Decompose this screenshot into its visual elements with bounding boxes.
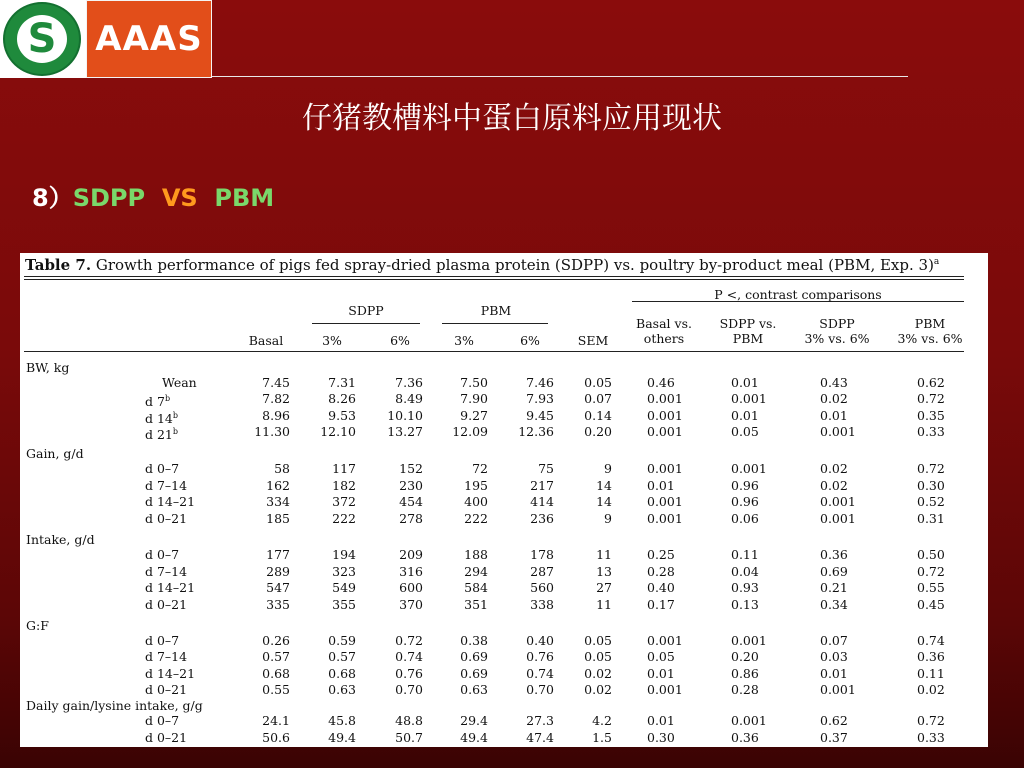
table-cell: 0.05 [731,423,759,439]
table-cell: 27 [596,580,612,595]
table-cell: 0.68 [262,665,290,681]
table-cell: 8.49 [395,391,423,407]
table-cell: 10.10 [387,407,423,423]
table-cell: 0.11 [731,547,759,562]
row-label: d 14–21 [145,580,196,595]
table-cell: 0.001 [731,713,767,728]
table-cell: 12.36 [518,423,554,439]
table-cell: 7.82 [262,391,290,407]
table-cell: 0.001 [820,423,856,439]
table-cell: 0.001 [647,461,683,476]
row-label: d 0–7 [145,461,180,476]
table-cell: 222 [332,510,356,526]
table-cell: 338 [530,596,554,612]
subtitle-number: 8 [32,184,49,212]
table-cell: 7.36 [395,375,423,390]
table-cell: 547 [266,580,290,595]
table-cell: 289 [266,563,290,579]
table-cell: 47.4 [526,729,554,745]
row-label: d 14–21 [145,494,196,509]
table-cell: 0.02 [820,391,848,407]
table-cell: 7.93 [526,391,554,407]
table-cell: 185 [266,510,290,526]
header-divider [212,76,908,77]
col-contrast-3a: SDPP [819,316,855,331]
row-label-sup: b [172,426,179,436]
table-cell: 0.001 [731,391,767,407]
row-label: d 0–7 [145,633,180,648]
table-cell: 0.76 [526,649,554,665]
table-cell: 0.20 [584,423,612,439]
table-cell: 0.02 [820,461,848,476]
table-caption-text: Growth performance of pigs fed spray-dried plasma protein (SDPP) vs. poultry by-product meal (PBM, Exp. 3) [95,256,934,274]
table-cell: 0.72 [917,461,945,476]
row-label: d 0–7 [145,713,180,728]
table-cell: 0.69 [460,665,488,681]
table-cell: 0.21 [820,580,848,595]
table-cell: 0.26 [262,633,290,648]
table-cell: 0.06 [731,510,759,526]
row-label: d 0–21 [145,596,188,612]
table-cell: 0.07 [820,633,848,648]
table-cell: 0.02 [584,665,612,681]
table-cell: 0.69 [460,649,488,665]
table-rule [442,323,548,324]
table-cell: 323 [332,563,356,579]
table-cell: 7.31 [328,375,356,390]
table-cell: 287 [530,563,554,579]
table-cell: 0.57 [328,649,356,665]
row-label: d 7–14 [145,563,188,579]
table-cell: 0.33 [917,729,945,745]
table-cell: 0.02 [820,477,848,493]
table-cell: 0.40 [647,580,675,595]
table-cell: 152 [399,461,423,476]
table-cell: 0.14 [584,407,612,423]
table-cell: 12.09 [452,423,488,439]
col-sdpp-3: 3% [322,333,342,348]
contrast-header: P <, contrast comparisons [714,287,882,302]
table-cell: 584 [464,580,488,595]
table-cell: 0.96 [731,494,759,509]
table-cell: 0.13 [731,596,759,612]
table-cell: 236 [530,510,554,526]
section-label: G:F [26,618,49,633]
logo-glyph: S [27,16,57,62]
table-cell: 0.01 [731,407,759,423]
col-contrast-2b: PBM [732,331,764,346]
table-cell: 217 [530,477,554,493]
table-caption-label: Table 7. [25,256,92,274]
table-cell: 0.74 [526,665,554,681]
table-cell: 549 [332,580,356,595]
table-cell: 0.43 [820,375,848,390]
row-label: d 0–21 [145,510,188,526]
table-cell: 0.001 [647,633,683,648]
group-header-sdpp: SDPP [348,303,384,318]
table-cell: 0.01 [820,407,848,423]
col-pbm-6: 6% [520,333,540,348]
table-cell: 0.55 [262,681,290,697]
table-cell: 8.96 [262,407,290,423]
table-cell: 335 [266,596,290,612]
table-cell: 14 [596,477,612,493]
table-cell: 0.72 [917,713,945,728]
table-cell: 0.05 [584,633,612,648]
row-label: d 0–21 [145,729,188,745]
table-cell: 188 [464,547,488,562]
table-cell: 0.68 [328,665,356,681]
table-cell: 0.70 [395,681,423,697]
table-cell: 9 [604,461,612,476]
table-cell: 0.76 [395,665,423,681]
table-cell: 49.4 [328,729,356,745]
table-cell: 370 [399,596,423,612]
table-cell: 0.01 [731,375,759,390]
table-cell: 13 [596,563,612,579]
col-contrast-2a: SDPP vs. [719,316,777,331]
table-cell: 294 [464,563,488,579]
table-cell: 0.001 [820,494,856,509]
table-cell: 0.72 [395,633,423,648]
table-cell: 0.001 [820,681,856,697]
table-cell: 0.40 [526,633,554,648]
col-contrast-3b: 3% vs. 6% [804,331,870,346]
table-cell: 162 [266,477,290,493]
table-cell: 0.01 [820,665,848,681]
section-label: BW, kg [26,360,70,375]
table-cell: 48.8 [395,713,423,728]
table-cell: 0.07 [584,391,612,407]
table-cell: 0.01 [647,665,675,681]
col-contrast-4b: 3% vs. 6% [897,331,963,346]
table-cell: 454 [399,494,423,509]
table-caption [25,256,939,274]
table-cell: 14 [596,494,612,509]
col-sdpp-6: 6% [390,333,410,348]
table-cell: 0.04 [731,563,759,579]
table-cell: 8.26 [328,391,356,407]
table-cell: 0.001 [647,391,683,407]
brand-badge [86,0,212,78]
table-cell: 9.53 [328,407,356,423]
table-cell: 0.55 [917,580,945,595]
table-caption-sup: a [933,257,940,267]
table-cell: 0.05 [647,649,675,665]
table-cell: 0.001 [731,461,767,476]
table-rule [24,279,964,280]
row-label: d 7–14 [145,649,188,665]
table-cell: 278 [399,510,423,526]
col-sem: SEM [577,333,609,348]
table-cell: 13.27 [387,423,423,439]
subtitle-sdpp: SDPP [72,184,146,212]
table-cell: 0.57 [262,649,290,665]
table-cell: 0.001 [647,510,683,526]
table-cell: 0.02 [584,681,612,697]
table-cell: 0.62 [820,713,848,728]
slide-title: 仔猪教槽料中蛋白原料应用现状 [302,101,722,136]
table-cell: 0.45 [917,596,945,612]
table-cell: 45.8 [328,713,356,728]
table-cell: 0.30 [647,729,675,745]
brand-badge-text: AAAS [95,19,203,59]
table-cell: 0.001 [820,510,856,526]
table-cell: 355 [332,596,356,612]
table-cell: 0.31 [917,510,945,526]
slide-subtitle [32,178,274,213]
table-cell: 0.001 [647,681,683,697]
table-cell: 0.03 [820,649,848,665]
table-cell: 0.001 [647,407,683,423]
row-label: d 0–7 [145,547,180,562]
table-cell: 29.4 [460,713,488,728]
table-cell: 11.30 [254,423,290,439]
table-cell: 0.63 [460,681,488,697]
table-cell: 11 [596,596,612,612]
table-cell: 178 [530,547,554,562]
table-cell: 0.36 [820,547,848,562]
table-cell: 0.02 [917,681,945,697]
table-cell: 0.01 [647,477,675,493]
subtitle-paren: ） [48,184,73,212]
table-cell: 0.70 [526,681,554,697]
section-label: Daily gain/lysine intake, g/g [26,698,203,713]
table-cell: 11 [596,547,612,562]
table-cell: 0.001 [647,494,683,509]
table-cell: 0.63 [328,681,356,697]
table-cell: 372 [332,494,356,509]
table-cell: 72 [472,461,488,476]
table-cell: 1.5 [592,729,612,745]
subtitle-vs: VS [161,184,198,212]
table-cell: 182 [332,477,356,493]
table-cell: 49.4 [460,729,488,745]
section-label: Intake, g/d [26,532,95,547]
row-label-sup: b [164,394,171,404]
table-cell: 0.69 [820,563,848,579]
table-cell: 0.17 [647,596,675,612]
table-cell: 0.001 [647,423,683,439]
table-cell: 0.46 [647,375,675,390]
table-cell: 0.36 [917,649,945,665]
table-cell: 0.59 [328,633,356,648]
col-contrast-1b: others [643,331,685,346]
table-cell: 560 [530,580,554,595]
logo [0,0,86,78]
table-cell: 0.28 [647,563,675,579]
logo-emblem-icon [3,2,81,76]
table-cell: 12.10 [320,423,356,439]
table-cell: 0.34 [820,596,848,612]
table-cell: 9 [604,510,612,526]
group-header-pbm: PBM [480,303,512,318]
table-cell: 0.37 [820,729,848,745]
table-cell: 7.46 [526,375,554,390]
table-cell: 209 [399,547,423,562]
table-cell: 4.2 [592,713,612,728]
table-cell: 0.30 [917,477,945,493]
subtitle-pbm: PBM [214,184,275,212]
row-label: d 21$^b$ [145,426,179,443]
table-cell: 400 [464,494,488,509]
row-label: d 14$^b$ [145,410,179,426]
table-cell: 0.28 [731,681,759,697]
table-cell: 414 [530,494,554,509]
data-table [20,253,988,747]
row-label: d 14–21 [145,665,196,681]
table-cell: 0.001 [731,633,767,648]
row-label: Wean [162,375,197,390]
col-contrast-4a: PBM [914,316,946,331]
table-cell: 7.90 [460,391,488,407]
table-cell: 0.93 [731,580,759,595]
table-cell: 117 [332,461,356,476]
table-cell: 0.36 [731,729,759,745]
table-cell: 194 [332,547,356,562]
table-cell: 0.86 [731,665,759,681]
table-cell: 0.52 [917,494,945,509]
table-cell: 0.05 [584,375,612,390]
table-cell: 0.11 [917,665,945,681]
table-cell: 0.96 [731,477,759,493]
table-cell: 9.45 [526,407,554,423]
row-label-sup: b [172,410,179,420]
col-pbm-3: 3% [454,333,474,348]
table-cell: 351 [464,596,488,612]
table-cell: 0.33 [917,423,945,439]
table-cell: 0.01 [647,713,675,728]
table-rule [24,276,964,277]
section-label: Gain, g/d [26,446,84,461]
table-cell: 0.62 [917,375,945,390]
table-cell: 27.3 [526,713,554,728]
table-cell: 600 [399,580,423,595]
table-cell: 0.74 [395,649,423,665]
table-cell: 230 [399,477,423,493]
row-label: d 0–21 [145,681,188,697]
table-cell: 58 [274,461,290,476]
table-rule [24,351,964,352]
table-cell: 0.05 [584,649,612,665]
table-cell: 9.27 [460,407,488,423]
table-cell: 0.20 [731,649,759,665]
table-cell: 75 [538,461,554,476]
table-cell: 50.7 [395,729,423,745]
table-cell: 7.50 [460,375,488,390]
table-cell: 0.72 [917,391,945,407]
table-cell: 222 [464,510,488,526]
table-cell: 316 [399,563,423,579]
table-cell: 334 [266,494,290,509]
table-cell: 7.45 [262,375,290,390]
row-label: d 7–14 [145,477,188,493]
table-cell: 0.35 [917,407,945,423]
table-cell: 0.25 [647,547,675,562]
row-label: d 7$^b$ [145,394,171,410]
col-basal: Basal [248,333,284,348]
table-rule [312,323,420,324]
col-contrast-1a: Basal vs. [636,316,692,331]
table-cell: 24.1 [262,713,290,728]
table-cell: 0.38 [460,633,488,648]
table-cell: 195 [464,477,488,493]
table-cell: 0.74 [917,633,945,648]
table-cell: 177 [266,547,290,562]
table-cell: 0.72 [917,563,945,579]
table-cell: 50.6 [262,729,290,745]
table-cell: 0.50 [917,547,945,562]
